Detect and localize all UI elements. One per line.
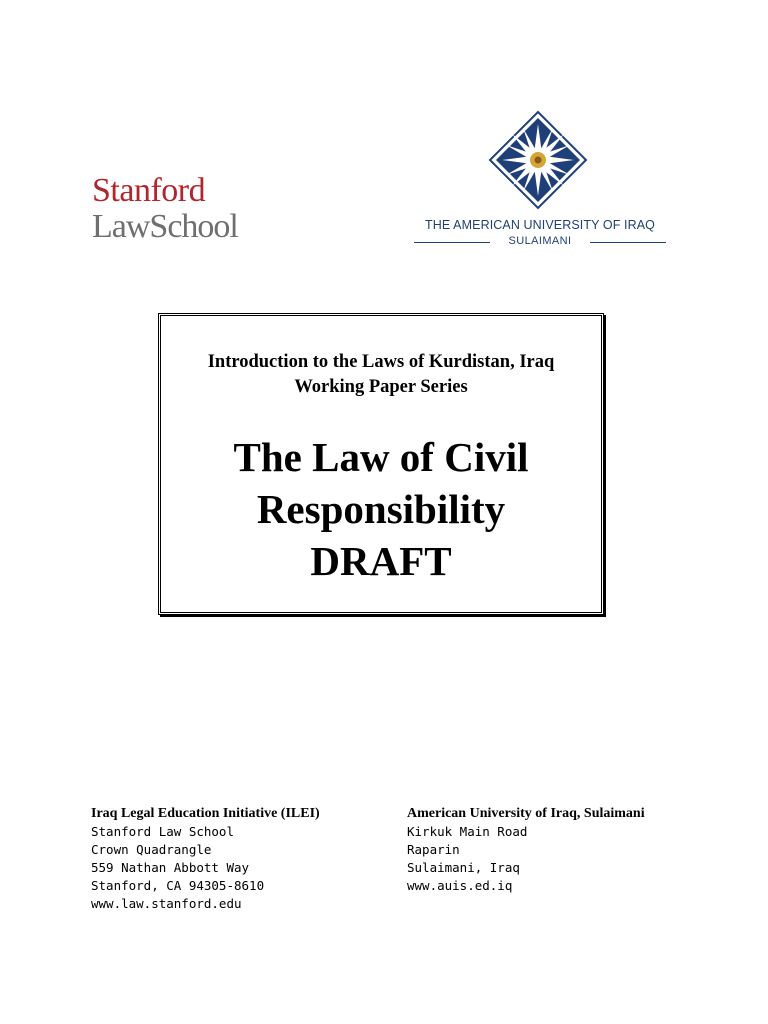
stanford-logo-line1: Stanford bbox=[92, 172, 206, 209]
title-box bbox=[158, 313, 604, 615]
address-ilei-line: 559 Nathan Abbott Way bbox=[91, 860, 250, 875]
address-ilei-website: www.law.stanford.edu bbox=[91, 896, 242, 911]
address-ilei bbox=[91, 805, 320, 913]
series-heading bbox=[161, 350, 601, 400]
auis-logo bbox=[410, 110, 666, 250]
address-auis-line: Raparin bbox=[407, 842, 460, 857]
auis-logo-subtitle-row bbox=[414, 235, 666, 249]
address-auis bbox=[407, 805, 645, 895]
address-ilei-line: Stanford Law School bbox=[91, 824, 234, 839]
address-auis-name: American University of Iraq, Sulaimani bbox=[407, 806, 645, 821]
address-ilei-line: Stanford, CA 94305-8610 bbox=[91, 878, 265, 893]
document-title bbox=[161, 431, 601, 587]
star-compass-emblem-icon bbox=[488, 110, 588, 210]
stanford-law-school-logo bbox=[92, 174, 272, 244]
address-auis-line: Sulaimani, Iraq bbox=[407, 860, 520, 875]
title-line-1: The Law of Civil bbox=[233, 434, 529, 480]
address-auis-website: www.auis.ed.iq bbox=[407, 878, 513, 893]
address-ilei-line: Crown Quadrangle bbox=[91, 842, 212, 857]
series-line-1: Introduction to the Laws of Kurdistan, Iraq bbox=[207, 352, 555, 372]
auis-logo-name: THE AMERICAN UNIVERSITY OF IRAQ bbox=[425, 218, 655, 232]
auis-logo-subtitle: SULAIMANI bbox=[508, 235, 572, 247]
title-line-2: Responsibility bbox=[256, 486, 506, 532]
title-line-3: DRAFT bbox=[310, 538, 452, 584]
address-ilei-name: Iraq Legal Education Initiative (ILEI) bbox=[91, 806, 320, 821]
address-auis-line: Kirkuk Main Road bbox=[407, 824, 528, 839]
stanford-logo-line2: LawSchool bbox=[92, 208, 238, 245]
series-line-2: Working Paper Series bbox=[294, 377, 468, 397]
auis-logo-rule-right bbox=[590, 242, 666, 243]
